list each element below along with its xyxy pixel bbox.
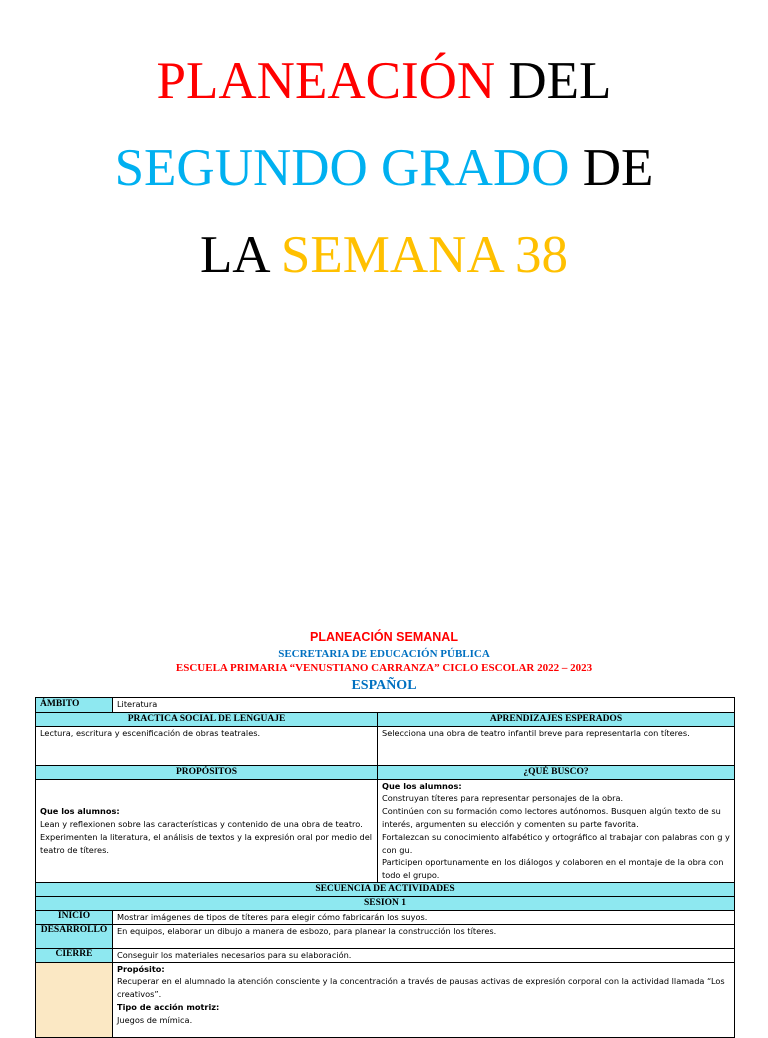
sesion-row	[36, 896, 735, 910]
practica-header: PRACTICA SOCIAL DE LENGUAJE	[36, 713, 378, 727]
propositos-header-row	[36, 765, 735, 779]
planning-table	[35, 697, 735, 1038]
school-heading: ESCUELA PRIMARIA “VENUSTIANO CARRANZA” CICLO ESCOLAR 2022 – 2023	[175, 662, 593, 674]
que-busco-line: Construyan títeres para representar personajes de la obra.	[382, 793, 624, 804]
propositos-line: Experimenten la literatura, el análisis de textos y la expresión oral por medio del teatro de títeres.	[40, 831, 373, 855]
propositos-content-row	[36, 779, 735, 882]
cover-title	[0, 38, 768, 299]
que-busco-title: Que los alumnos:	[382, 780, 462, 791]
cierre-label: CIERRE	[36, 948, 113, 962]
propositos-line: Lean y reflexionen sobre las características y contenido de una obra de teatro.	[40, 818, 363, 829]
que-busco-line: Continúen con su formación como lectores autónomos. Busquen algún texto de su interés, argumenten su elección y comenten su parte favorita.	[382, 806, 721, 829]
title-word-segundo-grado: SEGUNDO GRADO	[114, 139, 570, 197]
tipo-accion-text: Juegos de mímica.	[117, 1014, 193, 1025]
que-busco-line: Participen oportunamente en los diálogos y colaboren en el montaje de la obra con todo el grupo.	[382, 857, 724, 881]
sesion-header: SESION 1	[36, 896, 735, 910]
secuencia-header: SECUENCIA DE ACTIVIDADES	[36, 882, 735, 896]
cierre-text: Conseguir los materiales necesarios para su elaboración.	[113, 948, 735, 962]
secuencia-row	[36, 882, 735, 896]
cover-title-line-2	[0, 125, 768, 212]
inicio-text: Mostrar imágenes de tipos de títeres para elegir cómo fabricarán los suyos.	[113, 910, 735, 924]
practica-text: Lectura, escritura y escenificación de obras teatrales.	[36, 726, 378, 765]
cierre-row	[36, 948, 735, 962]
activacion-label	[36, 962, 113, 1037]
propositos-header: PROPÓSITOS	[36, 765, 378, 779]
aprendizajes-text: Selecciona una obra de teatro infantil breve para representarla con títeres.	[378, 726, 735, 765]
practica-header-row	[36, 713, 735, 727]
desarrollo-row	[36, 924, 735, 948]
activacion-row	[36, 962, 735, 1037]
cover-title-line-3	[0, 212, 768, 299]
desarrollo-text: En equipos, elaborar un dibujo a manera de esbozo, para planear la construcción los títeres.	[113, 924, 735, 948]
tipo-accion-title: Tipo de acción motriz:	[117, 1001, 220, 1012]
secretaria-heading: SECRETARIA DE EDUCACIÓN PÚBLICA	[278, 648, 490, 660]
desarrollo-label-text: DESARROLLO	[40, 924, 108, 935]
propositos-title: Que los alumnos:	[40, 806, 120, 817]
propositos-cell	[36, 779, 378, 882]
inicio-row	[36, 910, 735, 924]
ambito-row	[36, 698, 735, 713]
proposito-text: Recuperar en el alumnado la atención consciente y la concentración a través de pausas activas de expresión corporal con la actividad llamada “Los creativos”.	[117, 976, 725, 1000]
inicio-label: INICIO	[36, 910, 113, 924]
desarrollo-label	[36, 924, 113, 948]
title-word-del: DEL	[495, 52, 612, 110]
proposito-title: Propósito:	[117, 963, 165, 974]
practica-content-row	[36, 726, 735, 765]
activacion-cell	[113, 962, 735, 1037]
title-word-de: DE	[569, 139, 654, 197]
title-word-planeacion: PLANEACIÓN	[156, 52, 496, 110]
title-word-semana: SEMANA 38	[280, 226, 569, 284]
ambito-value: Literatura	[113, 698, 735, 713]
cover-title-line-1	[0, 38, 768, 125]
aprendizajes-header: APRENDIZAJES ESPERADOS	[378, 713, 735, 727]
subject-heading: ESPAÑOL	[351, 678, 417, 693]
que-busco-header: ¿QUÉ BUSCO?	[378, 765, 735, 779]
que-busco-line: Fortalezcan su conocimiento alfabético y ortográfico al trabajar con palabras con g y con gu.	[382, 831, 730, 855]
title-word-la: LA	[199, 226, 281, 284]
planeacion-semanal-heading: PLANEACIÓN SEMANAL	[310, 630, 458, 644]
ambito-label: ÁMBITO	[36, 698, 113, 713]
que-busco-cell	[378, 779, 735, 882]
